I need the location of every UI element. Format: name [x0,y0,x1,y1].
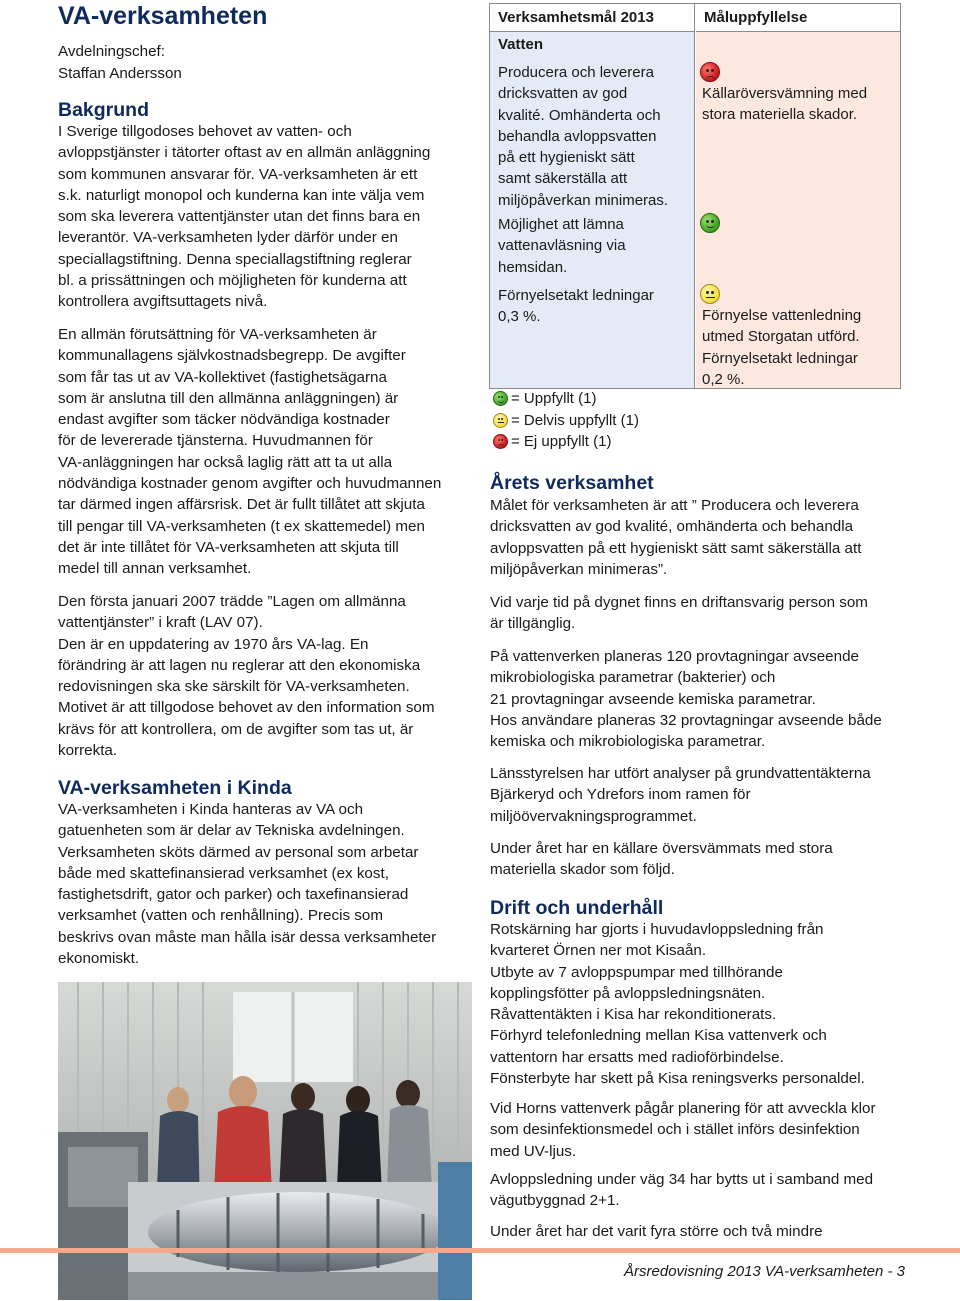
bakgrund-paragraph-3: Den första januari 2007 trädde ”Lagen om allmänna vattentjänster” i kraft (LAV 07). Den är en uppdatering av 1970 års VA-lag. En förändring är att lagen nu reglerar att den ekonomiska redovisningen ska ske särskilt för VA-verksamheten. Motivet är att tillgodose behovet av den information som krävs för att kontrollera, om de avgifter som tas ut, är korrekta. [58,593,435,760]
goals-header-right: Måluppfyllelse [696,4,900,32]
goals-header-left: Verksamhetsmål 2013 [490,4,695,32]
dept-label: Avdelningschef: [58,43,165,60]
arets-paragraph-3: På vattenverken planeras 120 provtagningar avseende mikrobiologiska parametrar (bakterier) och 21 provtagningar avseende kemiska parametrar. Hos användare planeras 32 provtagningar avseende både kemiska och mikrobiologiska parametrar. [490,648,882,751]
drift-paragraph-1: Rotskärning har gjorts i huvudavloppsledning från kvarteret Örnen ner mot Kisaån. Utbyte av 7 avloppspumpar med tillhörande kopplingsfötter på avloppsledningsnäten. Råvattentäkten i Kisa har rekonditionerats. Förhyrd telefonledning mellan Kisa vattenverk och vattentorn har ersatts med radioförbindelse. Fönsterbyte har skett på Kisa reningsverks personaldel. [490,921,865,1088]
arets-paragraph-4: Länsstyrelsen har utfört analyser på grundvattentäkterna Bjärkeryd och Ydrefors inom ramen för miljöövervakningsprogrammet. [490,765,871,825]
red-smiley-icon [700,62,720,82]
outcome-1: Källaröversvämning med stora materiella skador. [702,85,868,124]
dept-head-name: Staffan Andersson [58,65,182,82]
legend-label: = Ej uppfyllt (1) [511,433,612,450]
bakgrund-paragraph-1: I Sverige tillgodoses behovet av vatten- och avloppstjänster i tätorter oftast av en allmän anläggning som kommunen ansvarar för. VA-verksamheten är ett s.k. naturligt monopol och kunderna kan inte välja vem som ska leverera vattentjänster utan det finns bara en leverantör. VA-verksamheten lyder därför under en speciallagstiftning. Denna speciallagstiftning reglerar bl. a prissättningen och möjligheten för kunderna att kontrollera avgiftsuttagets nivå. [58,123,431,311]
goal-1: Producera och leverera dricksvatten av god kvalité. Omhänderta och behandla avloppsvatten på ett hygieniskt sätt samt säkerställa att miljöpåverkan minimeras. [498,64,669,209]
drift-paragraph-2: Vid Horns vattenverk pågår planering för att avveckla klor som desinfektionsmedel och i stället införs desinfektion med UV-ljus. [490,1100,876,1160]
arets-paragraph-5: Under året har en källare översvämmats med stora materiella skador som följd. [490,840,833,879]
legend-label: = Uppfyllt (1) [511,390,597,407]
drift-paragraph-4: Under året har det varit fyra större och två mindre [490,1223,823,1240]
drift-paragraph-3: Avloppsledning under väg 34 har bytts ut i samband med vägutbyggnad 2+1. [490,1171,874,1210]
legend-label: = Delvis uppfyllt (1) [511,412,639,429]
goals-subheader: Vatten [498,36,544,53]
green-smiley-icon [493,391,508,406]
arets-paragraph-1: Målet för verksamheten är att ” Producera och leverera dricksvatten av god kvalité, omhänderta och behandla avloppsvatten på ett hygieniskt sätt samt säkerställa att miljöpåverkan minimeras”. [490,497,862,578]
bakgrund-heading: Bakgrund [58,99,150,121]
kinda-paragraph: VA-verksamheten i Kinda hanteras av VA och gatuenheten som är delar av Tekniska avdelningen. Verksamheten sköts därmed av personal som arbetar både med skattefinansierad verksamhet (ex kost, fastighetsdrift, gator och parker) och taxefinansierad verksamhet (vatten och renhållning). Precis som beskrivs ovan måste man hålla isär dessa verksamheter ekonomiskt. [58,801,437,968]
red-smiley-icon [493,434,508,449]
arets-heading: Årets verksamhet [490,472,654,494]
drift-heading: Drift och underhåll [490,897,664,919]
footer-divider [0,1248,960,1253]
page-title: VA-verksamheten [58,2,268,30]
yellow-smiley-icon [700,284,720,304]
goals-table [489,3,901,389]
outcome-3: Förnyelse vattenledning utmed Storgatan utförd. Förnyelsetakt ledningar 0,2 %. [702,307,862,388]
yellow-smiley-icon [493,413,508,428]
goal-3: Förnyelsetakt ledningar 0,3 %. [498,287,654,326]
arets-paragraph-2: Vid varje tid på dygnet finns en driftansvarig person som är tillgänglig. [490,594,868,633]
goal-2: Möjlighet att lämna vattenavläsning via hemsidan. [498,216,626,276]
footer-page-label: Årsredovisning 2013 VA-verksamheten - 3 [624,1263,905,1280]
green-smiley-icon [700,213,720,233]
kinda-heading: VA-verksamheten i Kinda [58,777,292,799]
bakgrund-paragraph-2: En allmän förutsättning för VA-verksamheten är kommunallagens självkostnadsbegrepp. De avgifter som får tas ut av VA-kollektivet (fastighetsägarna som är anslutna till den allmänna anläggningen) är endast avgifter som täcker nödvändiga kostnader för de levererade tjänsterna. Huvudmannen för VA-anläggningen har också laglig rätt att ta ut alla nödvändiga kostnader genom avgifter och huvudmannen tar därmed ingen affärsrisk. Det är fullt tillåtet att skjuta till pengar till VA-verksamheten (t ex skattemedel) men det är inte tillåtet för VA-verksamheten att skjuta till medel till annan verksamhet. [58,326,442,578]
